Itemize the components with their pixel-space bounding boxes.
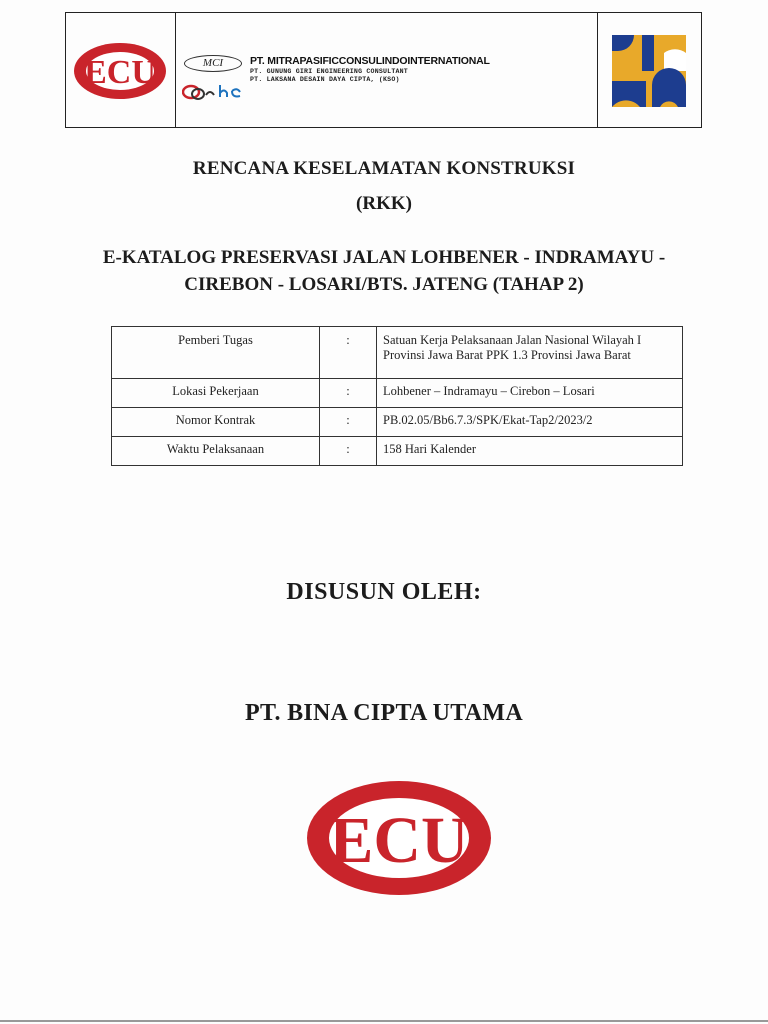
- letterhead-box: [65, 12, 702, 128]
- project-title-line2: CIREBON - LOSARI/BTS. JATENG (TAHAP 2): [184, 274, 584, 295]
- contractor-name: PT. BINA CIPTA UTAMA: [244, 700, 523, 726]
- company-sub-name: PT. GUNUNG GIRI ENGINEERING CONSULTANT: [250, 68, 408, 75]
- table-row: [112, 437, 683, 466]
- row-value: Satuan Kerja Pelaksanaan Jalan Nasional Wilayah I Provinsi Jawa Barat PPK 1.3 Provinsi Jawa Barat: [377, 327, 683, 379]
- project-info-table: [111, 326, 683, 466]
- row-label: Lokasi Pekerjaan: [112, 379, 320, 408]
- prepared-by-label: DISUSUN OLEH:: [286, 579, 482, 605]
- project-title-line1: E-KATALOG PRESERVASI JALAN LOHBENER - INDRAMAYU -: [102, 247, 666, 268]
- svg-text:ECU: ECU: [84, 54, 156, 91]
- row-label: Pemberi Tugas: [112, 327, 320, 379]
- mci-badge: MCI: [184, 55, 242, 72]
- ecu-logo: [68, 37, 172, 105]
- ministry-logo: [612, 35, 686, 107]
- row-separator: :: [320, 408, 377, 437]
- svg-text:ECU: ECU: [329, 804, 469, 877]
- row-value: Lohbener – Indramayu – Cirebon – Losari: [377, 379, 683, 408]
- ecu-logo-large: [304, 778, 494, 898]
- company-sub-name: PT. LAKSANA DESAIN DAYA CIPTA, (KSO): [250, 76, 400, 83]
- letterhead-divider: [175, 13, 176, 127]
- partner-logos-icon: [182, 81, 246, 103]
- document-title-abbrev: (RKK): [356, 193, 412, 214]
- row-value: PB.02.05/Bb6.7.3/SPK/Ekat-Tap2/2023/2: [377, 408, 683, 437]
- row-label: Waktu Pelaksanaan: [112, 437, 320, 466]
- row-label: Nomor Kontrak: [112, 408, 320, 437]
- document-title: RENCANA KESELAMATAN KONSTRUKSI: [192, 158, 576, 179]
- consortium-block: [182, 49, 594, 121]
- table-row: [112, 379, 683, 408]
- company-main-name: PT. MITRAPASIFICCONSULINDOINTERNATIONAL: [250, 55, 490, 67]
- scan-edge-line: [0, 1020, 768, 1022]
- row-separator: :: [320, 437, 377, 466]
- letterhead-divider: [597, 13, 598, 127]
- table-row: [112, 327, 683, 379]
- row-value: 158 Hari Kalender: [377, 437, 683, 466]
- row-separator: :: [320, 327, 377, 379]
- table-row: [112, 408, 683, 437]
- row-separator: :: [320, 379, 377, 408]
